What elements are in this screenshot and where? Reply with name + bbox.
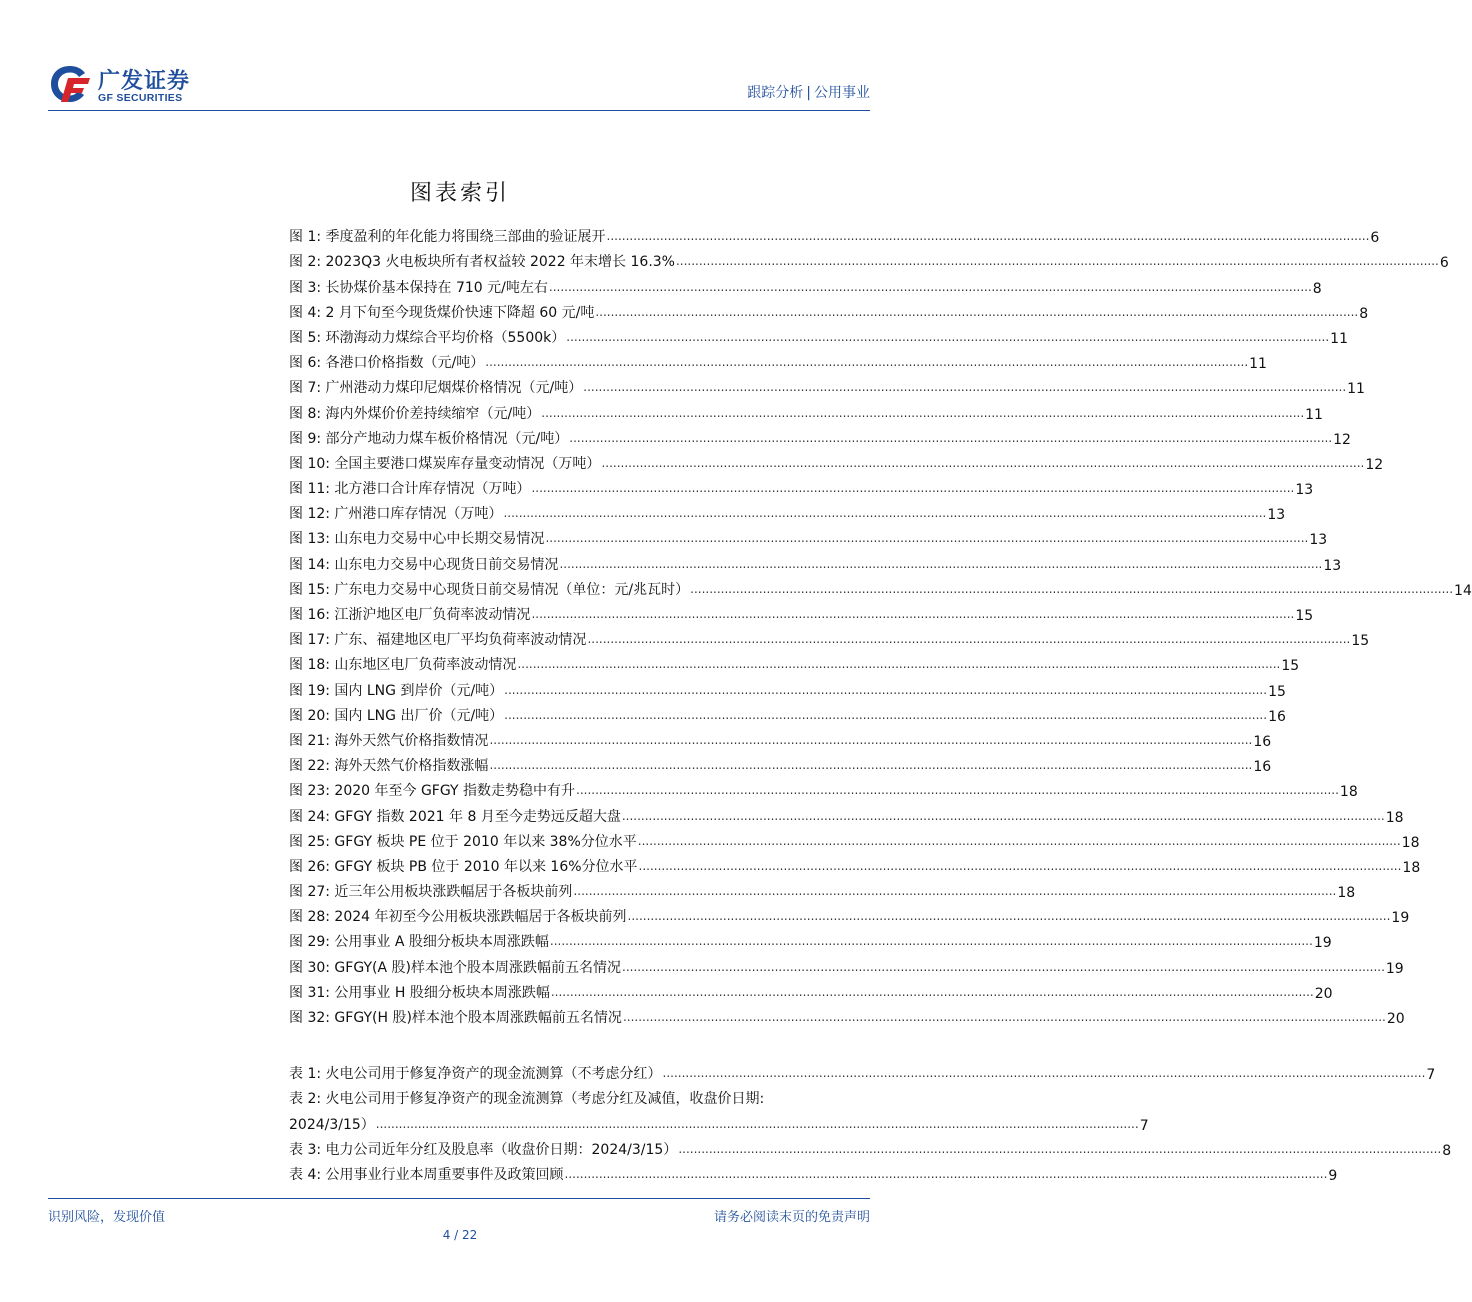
toc-entry-label: 图 15: 广东电力交易中心现货日前交易情况（单位：元/兆瓦时） xyxy=(289,581,690,598)
toc-leader-dots: ........................................................................................................................................................................................................ xyxy=(583,380,1347,395)
toc-entry-page: 11 xyxy=(1249,356,1267,373)
toc-entry-label: 图 24: GFGY 指数 2021 年 8 月至今走势远反超大盘 xyxy=(289,808,621,825)
toc-entry-page: 9 xyxy=(1328,1167,1338,1184)
toc-leader-dots: ........................................................................................................................................................................................................ xyxy=(622,959,1385,974)
header-divider xyxy=(48,110,870,111)
toc-leader-dots: ........................................................................................................................................................................................................ xyxy=(566,329,1330,344)
toc-leader-dots: ........................................................................................................................................................................................................ xyxy=(541,405,1305,420)
toc-entry-figure-4[interactable] xyxy=(289,297,1369,322)
footer-slogan: 识别风险，发现价值 xyxy=(48,1210,166,1225)
toc-leader-dots: ........................................................................................................................................................................................................ xyxy=(550,984,1314,999)
toc-leader-dots: ........................................................................................................................................................................................................ xyxy=(559,556,1323,571)
toc-entry-figure-18[interactable] xyxy=(289,649,1300,675)
report-sector: 公用事业 xyxy=(814,85,870,101)
toc-entry-page: 15 xyxy=(1281,658,1300,675)
toc-entry-page: 20 xyxy=(1314,985,1333,1002)
toc-entry-figure-1[interactable] xyxy=(289,221,1380,247)
toc-leader-dots: ........................................................................................................................................................................................................ xyxy=(690,581,1454,596)
toc-entry-label: 图 13: 山东电力交易中心中长期交易情况 xyxy=(289,531,545,548)
toc-leader-dots: ........................................................................................................................................................................................................ xyxy=(587,632,1351,647)
toc-leader-dots: ........................................................................................................................................................................................................ xyxy=(569,430,1333,445)
toc-entry-label: 图 4: 2 月下旬至今现货煤价快速下降超 60 元/吨 xyxy=(289,304,595,321)
toc-leader-dots: ........................................................................................................................................................................................................ xyxy=(606,229,1370,244)
toc-entry-label: 图 12: 广州港口库存情况（万吨） xyxy=(289,506,503,523)
toc-entry-page: 6 xyxy=(1439,255,1449,272)
toc-entry-page: 19 xyxy=(1391,910,1410,927)
toc-entry-page: 8 xyxy=(1359,305,1369,322)
toc-entry-label: 图 8: 海内外煤价价差持续缩窄（元/吨） xyxy=(289,405,541,422)
toc-entry-label: 图 28: 2024 年初至今公用板块涨跌幅居于各板块前列 xyxy=(289,909,627,926)
toc-entry-figure-2[interactable] xyxy=(289,246,1449,272)
toc-leader-dots: ........................................................................................................................................................................................................ xyxy=(503,506,1267,521)
toc-leader-dots: ........................................................................................................................................................................................................ xyxy=(504,707,1268,722)
toc-leader-dots: ........................................................................................................................................................................................................ xyxy=(517,657,1281,672)
toc-entry-table-2-line-1[interactable] xyxy=(289,1083,870,1108)
toc-entry-page: 16 xyxy=(1268,708,1286,725)
toc-entry-figure-11[interactable] xyxy=(289,473,1314,499)
gf-logo-icon xyxy=(48,62,94,106)
toc-entry-label: 图 31: 公用事业 H 股细分板块本周涨跌幅 xyxy=(289,984,550,1001)
toc-entry-figure-23[interactable] xyxy=(289,775,1358,801)
toc-entry-label: 图 26: GFGY 板块 PB 位于 2010 年以来 16%分位水平 xyxy=(289,858,638,875)
toc-entry-page: 8 xyxy=(1442,1142,1452,1159)
toc-entry-figure-15[interactable] xyxy=(289,574,1472,599)
toc-entry-figure-28[interactable] xyxy=(289,901,1410,927)
toc-entry-figure-26[interactable] xyxy=(289,851,1421,876)
toc-entry-label: 图 22: 海外天然气价格指数涨幅 xyxy=(289,758,489,775)
toc-entry-page: 20 xyxy=(1386,1011,1405,1027)
toc-leader-dots: ........................................................................................................................................................................................................ xyxy=(638,858,1402,873)
toc-entry-figure-14[interactable] xyxy=(289,548,1342,574)
toc-entry-page: 19 xyxy=(1385,960,1404,977)
toc-leader-dots: ........................................................................................................................................................................................................ xyxy=(545,531,1309,546)
toc-leader-dots: ........................................................................................................................................................................................................ xyxy=(548,279,1312,294)
toc-entry-label: 表 4: 公用事业行业本周重要事件及政策回顾 xyxy=(289,1166,564,1183)
toc-leader-dots: ........................................................................................................................................................................................................ xyxy=(489,732,1253,747)
toc-entry-label: 图 18: 山东地区电厂负荷率波动情况 xyxy=(289,657,517,674)
toc-entry-figure-22[interactable] xyxy=(289,750,1272,776)
toc-entry-label: 图 5: 环渤海动力煤综合平均价格（5500k） xyxy=(289,329,566,346)
toc-entry-label: 图 9: 部分产地动力煤车板价格情况（元/吨） xyxy=(289,430,569,447)
toc-entry-label: 图 21: 海外天然气价格指数情况 xyxy=(289,732,489,749)
toc-entry-label: 图 7: 广州港动力煤印尼烟煤价格情况（元/吨） xyxy=(289,380,583,397)
footer-divider xyxy=(48,1198,870,1199)
toc-entry-label: 图 6: 各港口价格指数（元/吨） xyxy=(289,355,485,372)
toc-entry-label: 图 17: 广东、福建地区电厂平均负荷率波动情况 xyxy=(289,632,587,649)
toc-entry-page: 12 xyxy=(1333,431,1351,448)
gf-logo xyxy=(48,62,208,106)
toc-leader-dots: ........................................................................................................................................................................................................ xyxy=(531,607,1295,621)
toc-entry-label: 图 32: GFGY(H 股)样本池个股本周涨跌幅前五名情况 xyxy=(289,1010,622,1026)
logo-english-name: GF SECURITIES xyxy=(98,92,183,104)
toc-entry-figure-10[interactable] xyxy=(289,448,1384,473)
toc-entry-page: 19 xyxy=(1313,935,1332,952)
toc-entry-figure-9[interactable] xyxy=(289,423,1351,448)
toc-entry-page: 8 xyxy=(1312,280,1322,297)
toc-leader-dots: ........................................................................................................................................................................................................ xyxy=(675,254,1439,269)
toc-entry-label: 图 11: 北方港口合计库存情况（万吨） xyxy=(289,481,531,498)
toc-entry-figure-31[interactable] xyxy=(289,977,1333,1002)
toc-entry-figure-13[interactable] xyxy=(289,523,1328,549)
figure-index-list xyxy=(289,221,1472,1027)
toc-entry-figure-7[interactable] xyxy=(289,372,1365,398)
separator: | xyxy=(806,85,811,101)
toc-entry-page: 11 xyxy=(1305,406,1323,423)
toc-entry-page: 12 xyxy=(1365,456,1384,473)
toc-entry-label: 图 3: 长协煤价基本保持在 710 元/吨左右 xyxy=(289,279,548,296)
toc-leader-dots: ........................................................................................................................................................................................................ xyxy=(564,1166,1328,1181)
toc-leader-dots: ........................................................................................................................................................................................................ xyxy=(504,682,1268,697)
logo-chinese-name: 广发证券 xyxy=(98,69,191,94)
toc-entry-page: 18 xyxy=(1339,784,1358,801)
toc-leader-dots: ........................................................................................................................................................................................................ xyxy=(485,355,1249,370)
toc-entry-label: 图 16: 江浙沪地区电厂负荷率波动情况 xyxy=(289,607,531,623)
toc-leader-dots: ........................................................................................................................................................................................................ xyxy=(531,481,1295,496)
toc-entry-page: 16 xyxy=(1253,733,1272,750)
toc-entry-page: 15 xyxy=(1351,633,1370,650)
toc-entry-page: 18 xyxy=(1337,885,1356,902)
toc-entry-figure-8[interactable] xyxy=(289,397,1323,423)
toc-entry-label: 图 30: GFGY(A 股)样本池个股本周涨跌幅前五名情况 xyxy=(289,959,621,976)
toc-entry-figure-12[interactable] xyxy=(289,498,1286,524)
toc-entry-label: 图 27: 近三年公用板块涨跌幅居于各板块前列 xyxy=(289,884,573,901)
toc-entry-figure-21[interactable] xyxy=(289,725,1272,750)
report-category xyxy=(747,82,870,102)
toc-entry-figure-20[interactable] xyxy=(289,700,1286,725)
toc-entry-page: 15 xyxy=(1295,608,1314,624)
toc-entry-page: 18 xyxy=(1385,809,1404,826)
toc-entry-label: 图 20: 国内 LNG 出厂价（元/吨） xyxy=(289,707,504,724)
toc-leader-dots: ........................................................................................................................................................................................................ xyxy=(489,758,1253,773)
toc-entry-label: 表 3: 电力公司近年分红及股息率（收盘价日期：2024/3/15） xyxy=(289,1141,678,1158)
toc-entry-figure-29[interactable] xyxy=(289,926,1332,952)
toc-entry-page: 16 xyxy=(1253,759,1272,776)
toc-entry-label: 图 23: 2020 年至今 GFGY 指数走势稳中有升 xyxy=(289,783,576,800)
toc-leader-dots: ........................................................................................................................................................................................................ xyxy=(637,833,1401,848)
toc-entry-label: 图 2: 2023Q3 火电板块所有者权益较 2022 年末增长 16.3% xyxy=(289,254,675,271)
toc-leader-dots: ........................................................................................................................................................................................................ xyxy=(627,909,1391,924)
toc-entry-label: 表 2: 火电公司用于修复净资产的现金流测算（考虑分红及减值，收盘价日期: xyxy=(289,1091,765,1108)
page-number: 4 / 22 xyxy=(442,1228,478,1242)
toc-entry-figure-30[interactable] xyxy=(289,951,1404,977)
toc-entry-figure-16[interactable] xyxy=(289,599,1314,624)
toc-entry-page: 13 xyxy=(1295,482,1314,499)
toc-entry-figure-32[interactable] xyxy=(289,1002,1405,1027)
report-type: 跟踪分析 xyxy=(747,85,804,101)
toc-entry-label: 图 1: 季度盈利的年化能力将围绕三部曲的验证展开 xyxy=(289,229,606,246)
toc-entry-page: 13 xyxy=(1267,507,1286,524)
toc-leader-dots: ........................................................................................................................................................................................................ xyxy=(595,304,1359,319)
toc-entry-label: 图 29: 公用事业 A 股细分板块本周涨跌幅 xyxy=(289,934,549,951)
toc-leader-dots: ........................................................................................................................................................................................................ xyxy=(573,884,1337,899)
page-header xyxy=(48,60,870,110)
toc-entry-page: 18 xyxy=(1402,859,1421,876)
toc-entry-figure-3[interactable] xyxy=(289,271,1322,297)
toc-entry-label: 图 14: 山东电力交易中心现货日前交易情况 xyxy=(289,556,559,573)
toc-entry-page: 11 xyxy=(1347,381,1365,398)
toc-leader-dots: ........................................................................................................................................................................................................ xyxy=(549,934,1313,949)
toc-entry-page: 13 xyxy=(1309,532,1328,549)
toc-leader-dots: ........................................................................................................................................................................................................ xyxy=(601,455,1365,470)
toc-leader-dots: ........................................................................................................................................................................................................ xyxy=(621,808,1385,823)
toc-entry-page: 6 xyxy=(1370,230,1380,247)
toc-leader-dots: ........................................................................................................................................................................................................ xyxy=(678,1141,1442,1156)
toc-entry-page: 11 xyxy=(1330,330,1348,347)
toc-entry-figure-6[interactable] xyxy=(289,347,1267,373)
toc-entry-table-1[interactable] xyxy=(289,1058,1436,1084)
toc-entry-figure-24[interactable] xyxy=(289,800,1404,826)
toc-entry-page: 13 xyxy=(1323,557,1342,574)
toc-entry-figure-25[interactable] xyxy=(289,826,1420,851)
toc-entry-label-cont: 2024/3/15） xyxy=(289,1116,375,1133)
toc-entry-label: 图 25: GFGY 板块 PE 位于 2010 年以来 38%分位水平 xyxy=(289,833,637,850)
toc-entry-figure-19[interactable] xyxy=(289,674,1286,700)
page-title: 图表索引 xyxy=(409,181,510,206)
toc-entry-page: 7 xyxy=(1426,1067,1436,1084)
toc-entry-page: 15 xyxy=(1268,683,1286,700)
toc-entry-figure-5[interactable] xyxy=(289,322,1348,347)
toc-entry-table-2[interactable] xyxy=(289,1108,1149,1134)
toc-leader-dots: ........................................................................................................................................................................................................ xyxy=(622,1010,1386,1024)
toc-leader-dots: ........................................................................................................................................................................................................ xyxy=(576,783,1339,798)
toc-entry-label: 图 19: 国内 LNG 到岸价（元/吨） xyxy=(289,682,504,699)
toc-entry-figure-27[interactable] xyxy=(289,876,1356,902)
toc-entry-table-4[interactable] xyxy=(289,1159,1338,1184)
toc-entry-page: 14 xyxy=(1454,582,1472,599)
table-index-list xyxy=(289,1058,1452,1184)
footer-disclaimer-note: 请务必阅读末页的免责声明 xyxy=(713,1210,870,1225)
toc-entry-page: 18 xyxy=(1401,834,1420,851)
toc-leader-dots: ........................................................................................................................................................................................................ xyxy=(662,1066,1426,1081)
toc-entry-page: 7 xyxy=(1139,1117,1149,1134)
toc-entry-label: 图 10: 全国主要港口煤炭库存量变动情况（万吨） xyxy=(289,455,601,472)
toc-entry-label: 表 1: 火电公司用于修复净资产的现金流测算（不考虑分红） xyxy=(289,1066,662,1083)
toc-leader-dots: ........................................................................................................................................................................................................ xyxy=(375,1116,1139,1131)
toc-entry-figure-17[interactable] xyxy=(289,624,1370,650)
toc-entry-table-3[interactable] xyxy=(289,1134,1452,1159)
